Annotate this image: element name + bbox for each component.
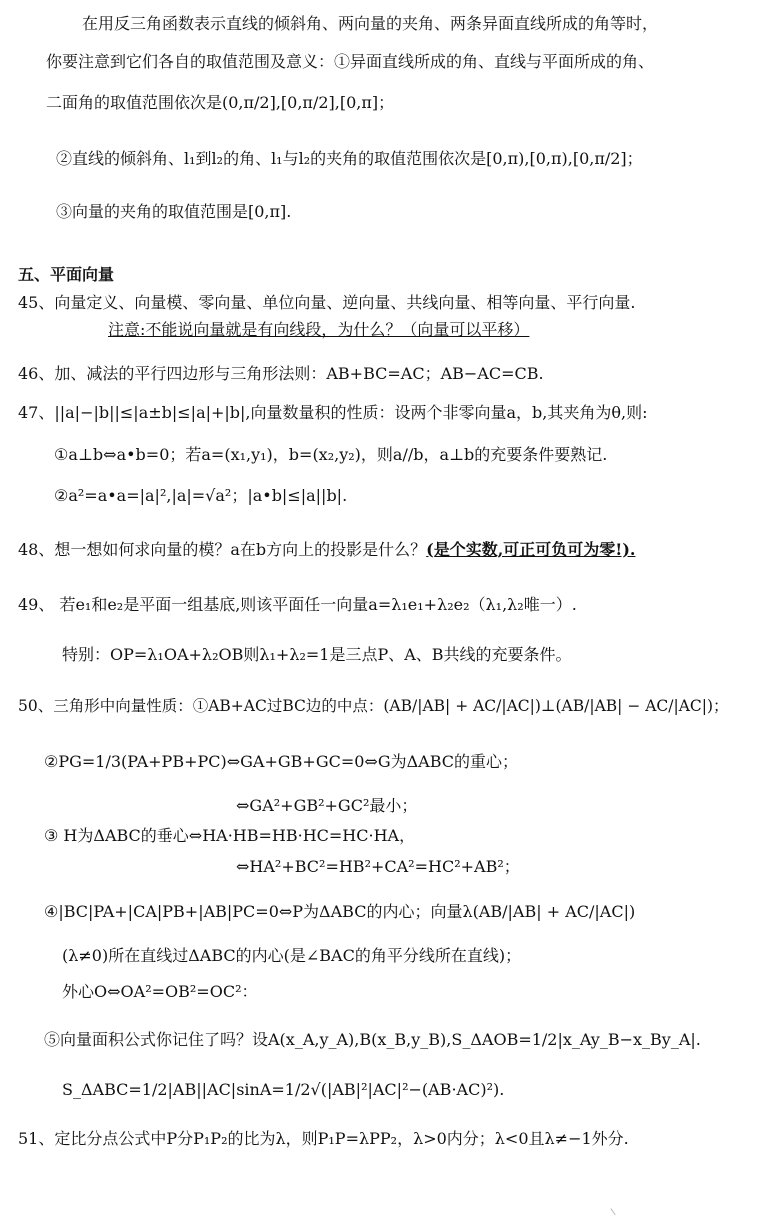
item-50-line-6: ④|BC|PA+|CA|PB+|AB|PC=0⇔P为ΔABC的内心；向量λ(AB/|AB| + AC/|AC|) [44, 902, 636, 921]
intro-line-4: ②直线的倾斜角、l₁到l₂的角、l₁与l₂的夹角的取值范围依次是[0,π),[0,π),[0,π/2]； [56, 149, 643, 168]
item-50-line-7: (λ≠0)所在直线过ΔABC的内心(是∠BAC的角平分线所在直线)； [62, 946, 522, 965]
item-50-line-5: ⇔HA²+BC²=HB²+CA²=HC²+AB²； [236, 857, 520, 876]
intro-line-5: ③向量的夹角的取值范围是[0,π]. [56, 202, 292, 221]
item-48-text: 48、想一想如何求向量的模？a在b方向上的投影是什么？ [18, 540, 427, 559]
item-47-line-3: ②a²=a•a=|a|²,|a|=√a²；|a•b|≤|a||b|. [54, 486, 348, 505]
item-49-line-2: 特别：OP=λ₁OA+λ₂OB则λ₁+λ₂=1是三点P、A、B共线的充要条件。 [62, 645, 572, 664]
intro-line-1: 在用反三角函数表示直线的倾斜角、两向量的夹角、两条异面直线所成的角等时， [82, 14, 659, 33]
item-50-line-10: S_ΔABC=1/2|AB||AC|sinA=1/2√(|AB|²|AC|²−(AB·AC)²). [62, 1080, 505, 1099]
item-47-line-1: 47、||a|−|b||≤|a±b|≤|a|+|b|,向量数量积的性质：设两个非零向量a，b,其夹角为θ,则: [18, 403, 648, 422]
item-47-line-2: ①a⊥b⇔a•b=0；若a=(x₁,y₁)，b=(x₂,y₂)，则a//b，a⊥b的充要条件要熟记. [54, 445, 608, 464]
item-45-text: 45、向量定义、向量模、零向量、单位向量、逆向量、共线向量、相等向量、平行向量. [18, 293, 636, 312]
item-50-line-2: ②PG=1/3(PA+PB+PC)⇔GA+GB+GC=0⇔G为ΔABC的重心； [44, 752, 519, 771]
stray-mark [610, 1205, 620, 1216]
item-50-line-9: ⑤向量面积公式你记住了吗？设A(x_A,y_A),B(x_B,y_B),S_ΔAOB=1/2|x_Ay_B−x_By_A|. [44, 1030, 701, 1049]
item-51-text: 51、定比分点公式中P分P₁P₂的比为λ，则P₁P=λPP₂，λ>0内分；λ<0且λ≠−1外分. [18, 1129, 629, 1148]
item-49-line-1: 49、 若e₁和e₂是平面一组基底,则该平面任一向量a=λ₁e₁+λ₂e₂（λ₁,λ₂唯一）. [18, 595, 577, 614]
item-48-line [18, 540, 635, 560]
item-50-line-1: 50、三角形中向量性质：①AB+AC过BC边的中点：(AB/|AB| + AC/|AC|)⊥(AB/|AB| − AC/|AC|)； [18, 697, 729, 715]
item-50-line-8: 外心O⇔OA²=OB²=OC²： [62, 982, 258, 1001]
item-50-line-4: ③ H为ΔABC的垂心⇔HA·HB=HB·HC=HC·HA， [44, 826, 416, 845]
intro-line-3: 二面角的取值范围依次是(0,π/2],[0,π/2],[0,π]； [46, 93, 395, 112]
item-45-note: 注意:不能说向量就是有向线段，为什么？（向量可以平移） [108, 320, 530, 339]
item-50-line-3: ⇔GA²+GB²+GC²最小； [236, 796, 418, 815]
intro-line-2: 你要注意到它们各自的取值范围及意义：①异面直线所成的角、直线与平面所成的角、 [46, 52, 655, 71]
item-46-text: 46、加、减法的平行四边形与三角形法则：AB+BC=AC；AB−AC=CB. [18, 364, 544, 383]
section-heading: 五、平面向量 [18, 265, 115, 284]
item-48-answer: (是个实数,可正可负可为零!). [426, 540, 636, 559]
